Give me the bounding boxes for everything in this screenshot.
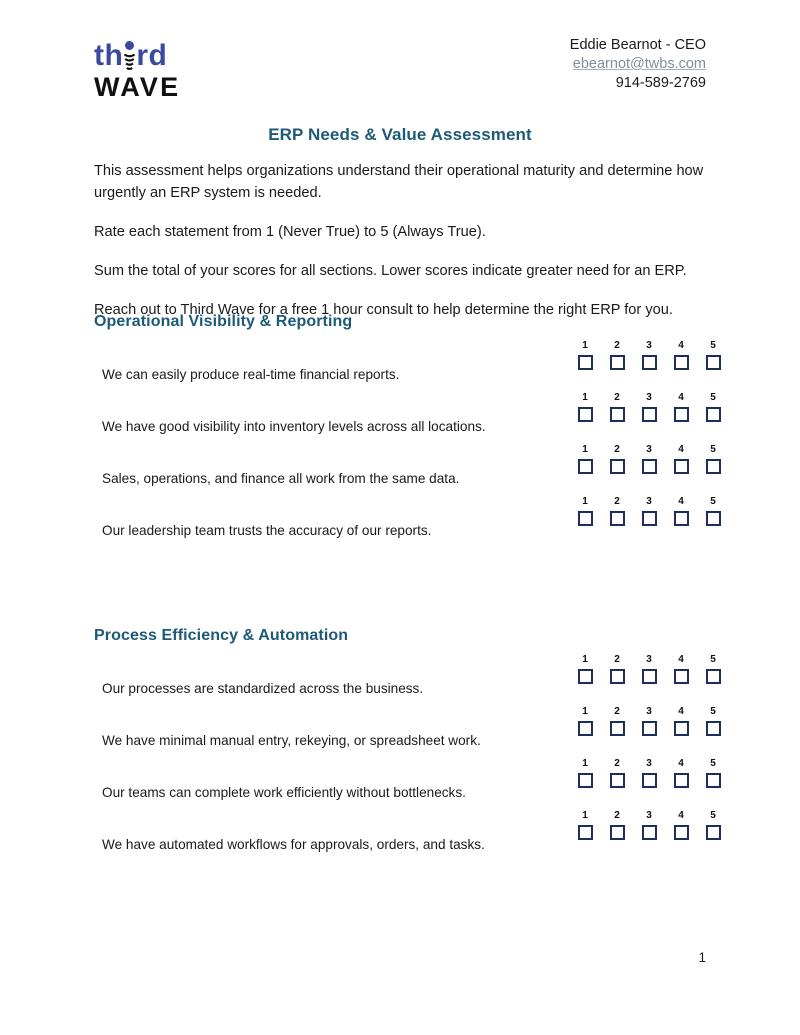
rating-scale xyxy=(574,810,724,840)
rating-scale xyxy=(574,444,724,474)
page-title: ERP Needs & Value Assessment xyxy=(268,125,532,144)
question-row xyxy=(94,703,724,755)
rating-cell-3 xyxy=(638,496,660,526)
rating-checkbox-1[interactable] xyxy=(578,721,593,736)
rating-checkbox-1[interactable] xyxy=(578,669,593,684)
rating-label: 4 xyxy=(678,340,684,351)
rating-checkbox-3[interactable] xyxy=(642,459,657,474)
question-text: We have minimal manual entry, rekeying, or spreadsheet work. xyxy=(102,733,481,748)
third-wave-logo xyxy=(94,40,294,101)
rating-label: 3 xyxy=(646,496,652,507)
rating-cell-3 xyxy=(638,810,660,840)
rating-checkbox-1[interactable] xyxy=(578,773,593,788)
rating-cell-2 xyxy=(606,810,628,840)
rating-checkbox-1[interactable] xyxy=(578,407,593,422)
document-header xyxy=(94,36,706,116)
contact-email-link[interactable]: ebearnot@twbs.com xyxy=(572,56,706,72)
rating-cell-5 xyxy=(702,706,724,736)
rating-checkbox-1[interactable] xyxy=(578,459,593,474)
rating-checkbox-2[interactable] xyxy=(610,825,625,840)
rating-label: 2 xyxy=(614,758,620,769)
rating-cell-1 xyxy=(574,758,596,788)
logo-i-wave-mark xyxy=(123,40,136,72)
rating-checkbox-5[interactable] xyxy=(706,459,721,474)
rating-scale xyxy=(574,654,724,684)
question-row xyxy=(94,807,724,859)
rating-checkbox-2[interactable] xyxy=(610,511,625,526)
rating-checkbox-4[interactable] xyxy=(674,407,689,422)
rating-label: 3 xyxy=(646,758,652,769)
rating-checkbox-2[interactable] xyxy=(610,355,625,370)
rating-scale xyxy=(574,496,724,526)
rating-label: 3 xyxy=(646,706,652,717)
rating-label: 4 xyxy=(678,758,684,769)
contact-name: Eddie Bearnot - CEO xyxy=(569,37,706,53)
rating-label: 1 xyxy=(582,340,588,351)
question-row xyxy=(94,337,724,389)
rating-checkbox-3[interactable] xyxy=(642,407,657,422)
rating-checkbox-3[interactable] xyxy=(642,669,657,684)
rating-cell-3 xyxy=(638,706,660,736)
rating-cell-4 xyxy=(670,340,692,370)
rating-label: 2 xyxy=(614,444,620,455)
rating-checkbox-2[interactable] xyxy=(610,459,625,474)
rating-label: 1 xyxy=(582,706,588,717)
rating-checkbox-4[interactable] xyxy=(674,773,689,788)
rating-label: 4 xyxy=(678,392,684,403)
rating-label: 3 xyxy=(646,810,652,821)
rating-cell-2 xyxy=(606,654,628,684)
rating-checkbox-3[interactable] xyxy=(642,355,657,370)
rating-label: 5 xyxy=(710,444,716,455)
intro-paragraph-1: This assessment helps organizations understand their operational maturity and determine how urgently an ERP system is needed. xyxy=(94,163,704,201)
logo-dot-icon xyxy=(125,41,134,50)
logo-wave-lines-icon xyxy=(123,52,136,72)
contact-phone: 914-589-2769 xyxy=(615,75,706,91)
rating-checkbox-5[interactable] xyxy=(706,669,721,684)
rating-label: 5 xyxy=(710,340,716,351)
rating-cell-2 xyxy=(606,392,628,422)
rating-checkbox-4[interactable] xyxy=(674,669,689,684)
rating-checkbox-2[interactable] xyxy=(610,773,625,788)
question-text: We have automated workflows for approvals, orders, and tasks. xyxy=(102,837,485,852)
rating-checkbox-4[interactable] xyxy=(674,721,689,736)
rating-label: 5 xyxy=(710,758,716,769)
rating-label: 2 xyxy=(614,496,620,507)
question-row xyxy=(94,493,724,545)
rating-checkbox-1[interactable] xyxy=(578,355,593,370)
rating-cell-1 xyxy=(574,444,596,474)
rating-scale xyxy=(574,340,724,370)
rating-checkbox-5[interactable] xyxy=(706,773,721,788)
logo-wordmark-third xyxy=(94,40,294,72)
rating-cell-1 xyxy=(574,706,596,736)
rating-cell-5 xyxy=(702,496,724,526)
rating-checkbox-1[interactable] xyxy=(578,511,593,526)
rating-checkbox-5[interactable] xyxy=(706,355,721,370)
rating-label: 2 xyxy=(614,654,620,665)
rating-label: 4 xyxy=(678,444,684,455)
rating-checkbox-3[interactable] xyxy=(642,773,657,788)
rating-label: 2 xyxy=(614,340,620,351)
rating-label: 3 xyxy=(646,444,652,455)
logo-text-th: th xyxy=(94,39,124,72)
rating-label: 1 xyxy=(582,444,588,455)
question-text: We can easily produce real-time financial reports. xyxy=(102,367,400,382)
rating-checkbox-3[interactable] xyxy=(642,511,657,526)
rating-checkbox-2[interactable] xyxy=(610,669,625,684)
rating-label: 2 xyxy=(614,706,620,717)
rating-label: 3 xyxy=(646,392,652,403)
rating-label: 1 xyxy=(582,654,588,665)
rating-checkbox-5[interactable] xyxy=(706,407,721,422)
rating-cell-3 xyxy=(638,392,660,422)
rating-label: 2 xyxy=(614,810,620,821)
rating-cell-5 xyxy=(702,758,724,788)
rating-label: 5 xyxy=(710,392,716,403)
rating-checkbox-4[interactable] xyxy=(674,355,689,370)
intro-paragraph-4: Reach out to Third Wave for a free 1 hour consult to help determine the right ERP for you. xyxy=(94,302,673,318)
rating-checkbox-2[interactable] xyxy=(610,407,625,422)
rating-cell-2 xyxy=(606,758,628,788)
rating-scale xyxy=(574,758,724,788)
rating-cell-4 xyxy=(670,706,692,736)
rating-cell-5 xyxy=(702,654,724,684)
rating-label: 4 xyxy=(678,706,684,717)
section-process-efficiency xyxy=(94,627,724,859)
rating-cell-3 xyxy=(638,444,660,474)
question-text: Our teams can complete work efficiently without bottlenecks. xyxy=(102,785,466,800)
rating-checkbox-3[interactable] xyxy=(642,825,657,840)
question-text: Our leadership team trusts the accuracy of our reports. xyxy=(102,523,432,538)
rating-checkbox-4[interactable] xyxy=(674,459,689,474)
rating-cell-2 xyxy=(606,706,628,736)
rating-cell-3 xyxy=(638,654,660,684)
rating-label: 4 xyxy=(678,654,684,665)
rating-scale xyxy=(574,392,724,422)
section-operational-visibility xyxy=(94,313,724,545)
rating-cell-4 xyxy=(670,810,692,840)
rating-label: 1 xyxy=(582,392,588,403)
rating-cell-1 xyxy=(574,392,596,422)
rating-cell-5 xyxy=(702,340,724,370)
rating-cell-5 xyxy=(702,392,724,422)
rating-label: 1 xyxy=(582,810,588,821)
rating-checkbox-2[interactable] xyxy=(610,721,625,736)
question-text: We have good visibility into inventory levels across all locations. xyxy=(102,419,486,434)
rating-checkbox-3[interactable] xyxy=(642,721,657,736)
rating-cell-1 xyxy=(574,496,596,526)
question-row xyxy=(94,389,724,441)
rating-cell-4 xyxy=(670,444,692,474)
section-title: Process Efficiency & Automation xyxy=(94,627,349,644)
question-text: Sales, operations, and finance all work from the same data. xyxy=(102,471,460,486)
rating-cell-3 xyxy=(638,758,660,788)
rating-label: 3 xyxy=(646,340,652,351)
rating-cell-5 xyxy=(702,810,724,840)
rating-checkbox-4[interactable] xyxy=(674,825,689,840)
page-number: 1 xyxy=(698,950,706,965)
rating-cell-1 xyxy=(574,654,596,684)
logo-text-rd: rd xyxy=(136,39,168,72)
rating-cell-1 xyxy=(574,340,596,370)
intro-paragraphs xyxy=(94,160,706,338)
rating-cell-1 xyxy=(574,810,596,840)
rating-checkbox-1[interactable] xyxy=(578,825,593,840)
question-text: Our processes are standardized across the business. xyxy=(102,681,424,696)
section-title: Operational Visibility & Reporting xyxy=(94,313,353,330)
rating-checkbox-5[interactable] xyxy=(706,825,721,840)
rating-cell-2 xyxy=(606,444,628,474)
rating-label: 2 xyxy=(614,392,620,403)
question-row xyxy=(94,441,724,493)
contact-block xyxy=(570,36,706,93)
rating-label: 5 xyxy=(710,654,716,665)
intro-paragraph-2: Rate each statement from 1 (Never True) to 5 (Always True). xyxy=(94,224,486,240)
rating-label: 4 xyxy=(678,496,684,507)
rating-cell-2 xyxy=(606,340,628,370)
logo-wordmark-wave: WAVE xyxy=(94,72,181,102)
rating-cell-2 xyxy=(606,496,628,526)
question-row xyxy=(94,651,724,703)
rating-label: 4 xyxy=(678,810,684,821)
rating-checkbox-5[interactable] xyxy=(706,511,721,526)
rating-cell-4 xyxy=(670,392,692,422)
rating-label: 1 xyxy=(582,496,588,507)
rating-label: 5 xyxy=(710,706,716,717)
rating-cell-5 xyxy=(702,444,724,474)
rating-checkbox-4[interactable] xyxy=(674,511,689,526)
rating-scale xyxy=(574,706,724,736)
question-row xyxy=(94,755,724,807)
rating-cell-4 xyxy=(670,496,692,526)
intro-paragraph-3: Sum the total of your scores for all sections. Lower scores indicate greater need for an ERP. xyxy=(94,263,687,279)
rating-cell-4 xyxy=(670,758,692,788)
rating-cell-4 xyxy=(670,654,692,684)
rating-checkbox-5[interactable] xyxy=(706,721,721,736)
rating-label: 5 xyxy=(710,496,716,507)
rating-label: 1 xyxy=(582,758,588,769)
rating-cell-3 xyxy=(638,340,660,370)
rating-label: 3 xyxy=(646,654,652,665)
rating-label: 5 xyxy=(710,810,716,821)
